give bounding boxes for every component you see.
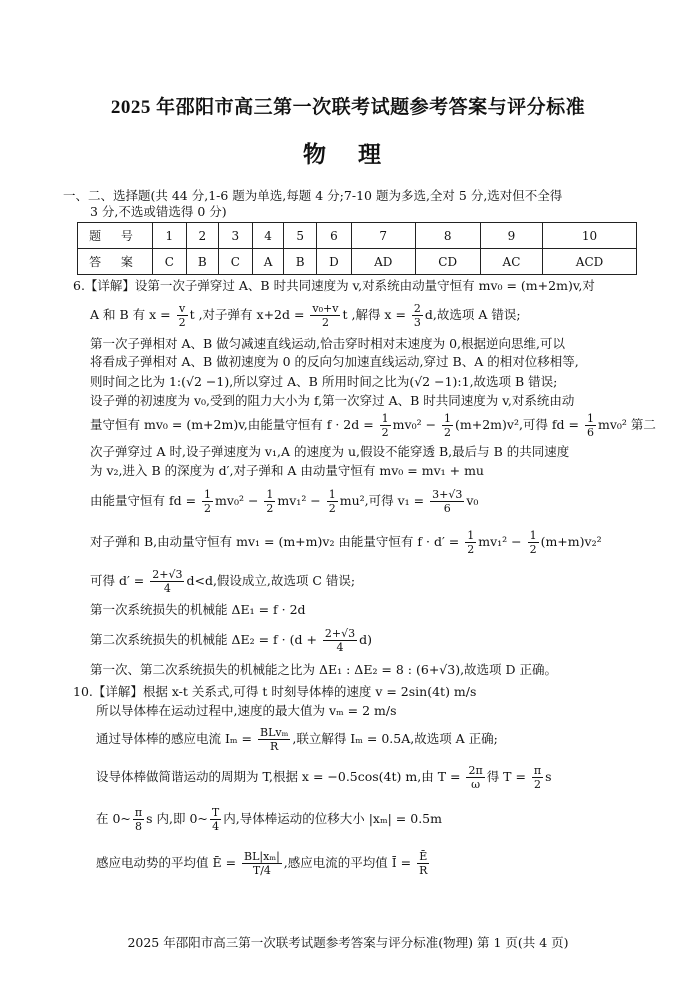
section-heading: 一、二、选择题(共 44 分,1-6 题为单选,每题 4 分;7-10 题为多选,全对 5 分,选对但不全得 — [63, 188, 563, 203]
answer-cell: B — [284, 249, 316, 275]
answer-cell: A — [252, 249, 284, 275]
fraction: $\frac{1}{2}$ — [204, 488, 212, 515]
q6-line: 6.【详解】设第一次子弹穿过 A、B 时共同速度为 v,对系统由动量守恒有 mv₀ = (m+2m)v,对 — [73, 278, 595, 293]
fraction: $\frac{1}{6}$ — [586, 412, 594, 439]
q10-line: 10.【详解】根据 x-t 关系式,可得 t 时刻导体棒的速度 v = 2sin(4t) m/s — [73, 684, 477, 699]
q10-formula-line: 感应电动势的平均值 Ē = $\frac{\text{BL|xₘ|}}{T/4}$ ,感应电流的平均值 Ī = $\frac{Ē}{R}$ — [96, 850, 428, 877]
row-label-answer: 答 案 — [78, 249, 153, 275]
answer-cell: ACD — [543, 249, 637, 275]
question-number: 1 — [153, 223, 187, 249]
fraction: $\frac{1}{2}$ — [467, 529, 475, 556]
fraction: $\frac{2+√3}{4}$ — [152, 568, 183, 595]
q6-formula-line: 量守恒有 mv₀ = (m+2m)v,由能量守恒有 f · 2d = $\frac{1}{2}$ mv₀² − $\frac{1}{2}$ (m+2m)v²,可得 fd = $\frac{1}{6}$ mv₀² 第二 — [90, 412, 656, 439]
fraction: $\frac{2}{3}$ — [413, 302, 421, 329]
fraction: $\frac{1}{2}$ — [381, 412, 389, 439]
fraction: $\frac{1}{2}$ — [444, 412, 452, 439]
table-row — [78, 249, 637, 275]
question-number: 8 — [415, 223, 480, 249]
page-footer: 2025 年邵阳市高三第一次联考试题参考答案与评分标准(物理) 第 1 页(共 4 页) — [127, 935, 569, 950]
q6-formula-line: A 和 B 有 x = $\frac{v}{2}$ t ,对子弹有 x+2d = $\frac{\text{v₀+v}}{2}$ t ,解得 x = $\frac{2}{3}$ d,故选项 A 错误; — [90, 302, 521, 329]
fraction: $\frac{\pi}{2}$ — [533, 764, 542, 791]
q10-line: 所以导体棒在运动过程中,速度的最大值为 vₘ = 2 m/s — [96, 703, 397, 718]
fraction: $\frac{\text{v₀+v}}{2}$ — [312, 302, 339, 329]
fraction: $\frac{3+√3}{6}$ — [432, 488, 463, 515]
question-number: 10 — [543, 223, 637, 249]
subject-title: 物 理 — [302, 141, 393, 168]
q6-line: 则时间之比为 1:(√2 −1),所以穿过 A、B 所用时间之比为(√2 −1):1,故选项 B 错误; — [90, 374, 558, 389]
q6-line: 第一次子弹相对 A、B 做匀减速直线运动,恰击穿时相对末速度为 0,根据逆向思维,可以 — [90, 336, 566, 351]
answer-cell: C — [219, 249, 253, 275]
document-title: 2025 年邵阳市高三第一次联考试题参考答案与评分标准 — [110, 97, 586, 118]
table-row — [78, 223, 637, 249]
answer-cell: AD — [351, 249, 415, 275]
row-label-number: 题 号 — [78, 223, 153, 249]
fraction: $\frac{2\pi}{\omega}$ — [468, 764, 483, 791]
q6-line: 为 v₂,进入 B 的深度为 d′,对子弹和 A 由动量守恒有 mv₀ = mv₁ + mu — [90, 463, 484, 478]
answer-table — [77, 222, 637, 275]
q6-formula-line: 可得 d′ = $\frac{2+√3}{4}$ d<d,假设成立,故选项 C 错误; — [90, 568, 356, 595]
question-number: 7 — [351, 223, 415, 249]
question-number: 4 — [252, 223, 284, 249]
fraction: $\frac{\text{BL|xₘ|}}{T/4}$ — [244, 850, 280, 877]
fraction: $\frac{\text{BLvₘ}}{R}$ — [260, 726, 289, 753]
answer-cell: C — [153, 249, 187, 275]
question-number: 5 — [284, 223, 316, 249]
fraction: $\frac{\pi}{8}$ — [134, 806, 143, 833]
answer-cell: D — [316, 249, 351, 275]
answer-cell: AC — [480, 249, 542, 275]
q6-line: 次子弹穿过 A 时,设子弹速度为 v₁,A 的速度为 u,假设不能穿透 B,最后与 B 的共同速度 — [90, 444, 570, 459]
q10-formula-line: 在 0~ $\frac{\pi}{8}$ s 内,即 0~ $\frac{T}{4}$ 内,导体棒运动的位移大小 |xₘ| = 0.5m — [96, 806, 442, 833]
q10-formula-line: 设导体棒做简谐运动的周期为 T,根据 x = −0.5cos(4t) m,由 T = $\frac{2\pi}{\omega}$ 得 T = $\frac{\pi}{2}$ s — [96, 764, 552, 791]
section-heading-cont: 3 分,不选或错选得 0 分) — [90, 204, 227, 219]
question-number: 2 — [186, 223, 218, 249]
question-number: 6 — [316, 223, 351, 249]
fraction: $\frac{T}{4}$ — [211, 806, 220, 833]
fraction: $\frac{1}{2}$ — [529, 529, 537, 556]
fraction: $\frac{1}{2}$ — [328, 488, 336, 515]
q6-line: 设子弹的初速度为 v₀,受到的阻力大小为 f,第一次穿过 A、B 时共同速度为 v,对系统由动 — [90, 393, 575, 408]
question-number: 3 — [219, 223, 253, 249]
question-number: 9 — [480, 223, 542, 249]
q6-formula-line: 由能量守恒有 fd = $\frac{1}{2}$ mv₀² − $\frac{1}{2}$ mv₁² − $\frac{1}{2}$ mu²,可得 v₁ = $\frac{3+√3}{6}$ v₀ — [90, 488, 479, 515]
q10-formula-line: 通过导体棒的感应电流 Iₘ = $\frac{\text{BLvₘ}}{R}$ ,联立解得 Iₘ = 0.5A,故选项 A 正确; — [96, 726, 498, 753]
answer-cell: CD — [415, 249, 480, 275]
q6-line: 第一次、第二次系统损失的机械能之比为 ΔE₁ : ΔE₂ = 8 : (6+√3),故选项 D 正确。 — [90, 662, 558, 677]
fraction: $\frac{2+√3}{4}$ — [324, 627, 356, 654]
fraction: $\frac{v}{2}$ — [178, 302, 186, 329]
fraction: $\frac{1}{2}$ — [266, 488, 274, 515]
q6-line: 将看成子弹相对 A、B 做初速度为 0 的反向匀加速直线运动,穿过 B、A 的相对位移相等, — [90, 354, 579, 369]
q6-line: 第一次系统损失的机械能 ΔE₁ = f · 2d — [90, 602, 306, 617]
fraction: $\frac{Ē}{R}$ — [419, 850, 428, 877]
answer-cell: B — [186, 249, 218, 275]
q6-formula-line: 对子弹和 B,由动量守恒有 mv₁ = (m+m)v₂ 由能量守恒有 f · d′ = $\frac{1}{2}$ mv₁² − $\frac{1}{2}$ (m+m)v₂² — [90, 529, 602, 556]
q6-formula-line: 第二次系统损失的机械能 ΔE₂ = f · (d + $\frac{2+√3}{4}$ d) — [90, 627, 373, 654]
